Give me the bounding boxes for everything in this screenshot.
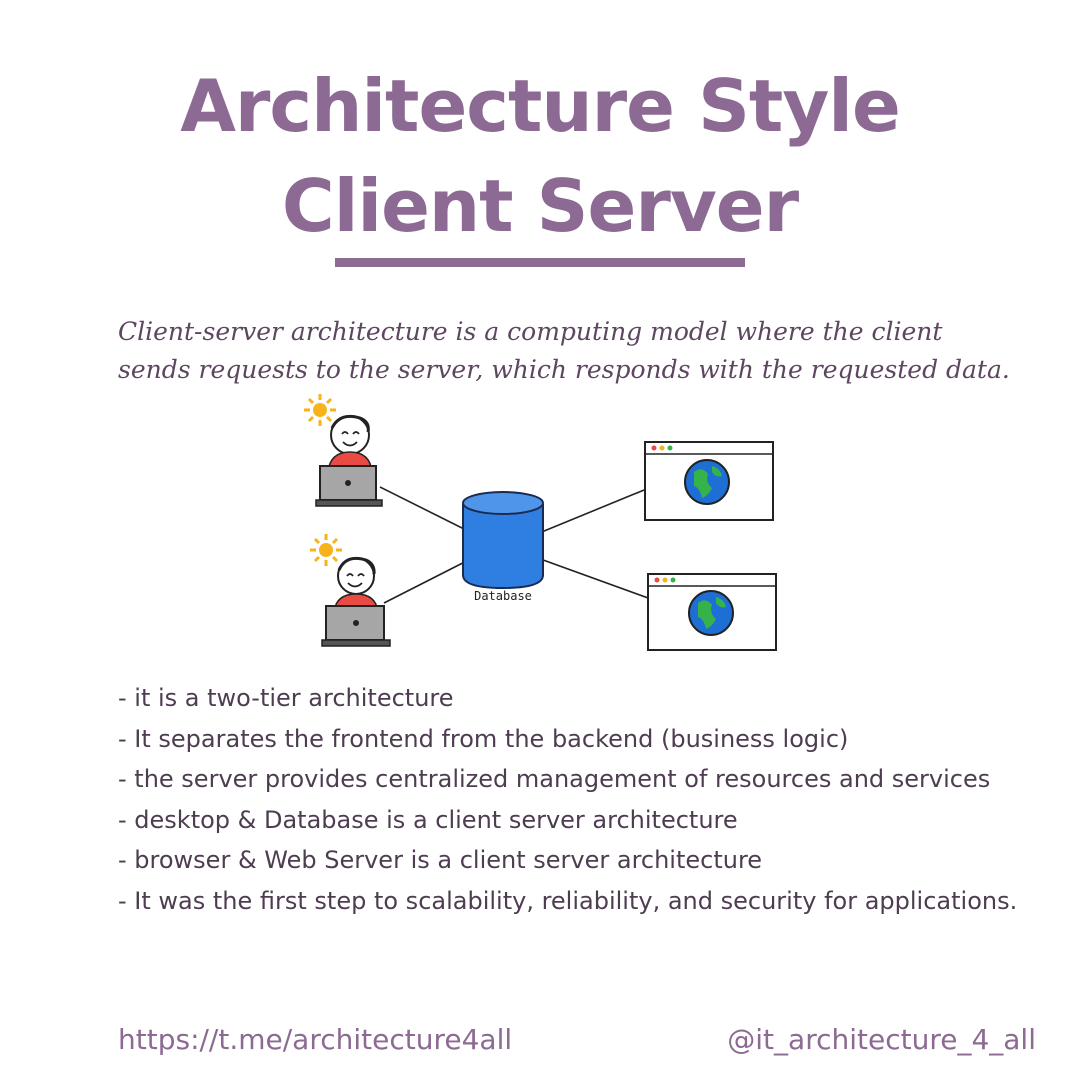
title-line-1: Architecture Style bbox=[180, 64, 900, 148]
title-underline bbox=[335, 258, 745, 267]
bullet-item: - the server provides centralized management of resources and services bbox=[118, 765, 991, 793]
sun-icon bbox=[304, 394, 336, 426]
person-laptop-icon bbox=[310, 534, 390, 646]
bullet-item: - browser & Web Server is a client server architecture bbox=[118, 846, 763, 874]
bullet-item: - it is a two-tier architecture bbox=[118, 684, 454, 712]
browser-globe-icon bbox=[648, 574, 776, 650]
intro-text: Client-server architecture is a computing model where the client sends requests to the server, which responds with the requested data. bbox=[118, 317, 1010, 384]
client-server-diagram bbox=[290, 390, 790, 660]
bullet-item: - desktop & Database is a client server architecture bbox=[118, 805, 738, 834]
bullet-list bbox=[118, 678, 1018, 921]
title-line-2: Client Server bbox=[281, 164, 799, 248]
browser-globe-icon bbox=[645, 442, 773, 520]
database-label: Database bbox=[474, 589, 532, 603]
bullet-item: - It was the first step to scalability, reliability, and security for applications. bbox=[118, 886, 1018, 915]
bullet-item: - It separates the frontend from the backend (business logic) bbox=[118, 724, 849, 753]
sun-icon bbox=[310, 534, 342, 566]
social-handle: @it_architecture_4_all bbox=[727, 1023, 1036, 1056]
person-laptop-icon bbox=[304, 394, 382, 506]
database-icon bbox=[463, 492, 543, 603]
telegram-link[interactable]: https://t.me/architecture4all bbox=[118, 1023, 513, 1056]
